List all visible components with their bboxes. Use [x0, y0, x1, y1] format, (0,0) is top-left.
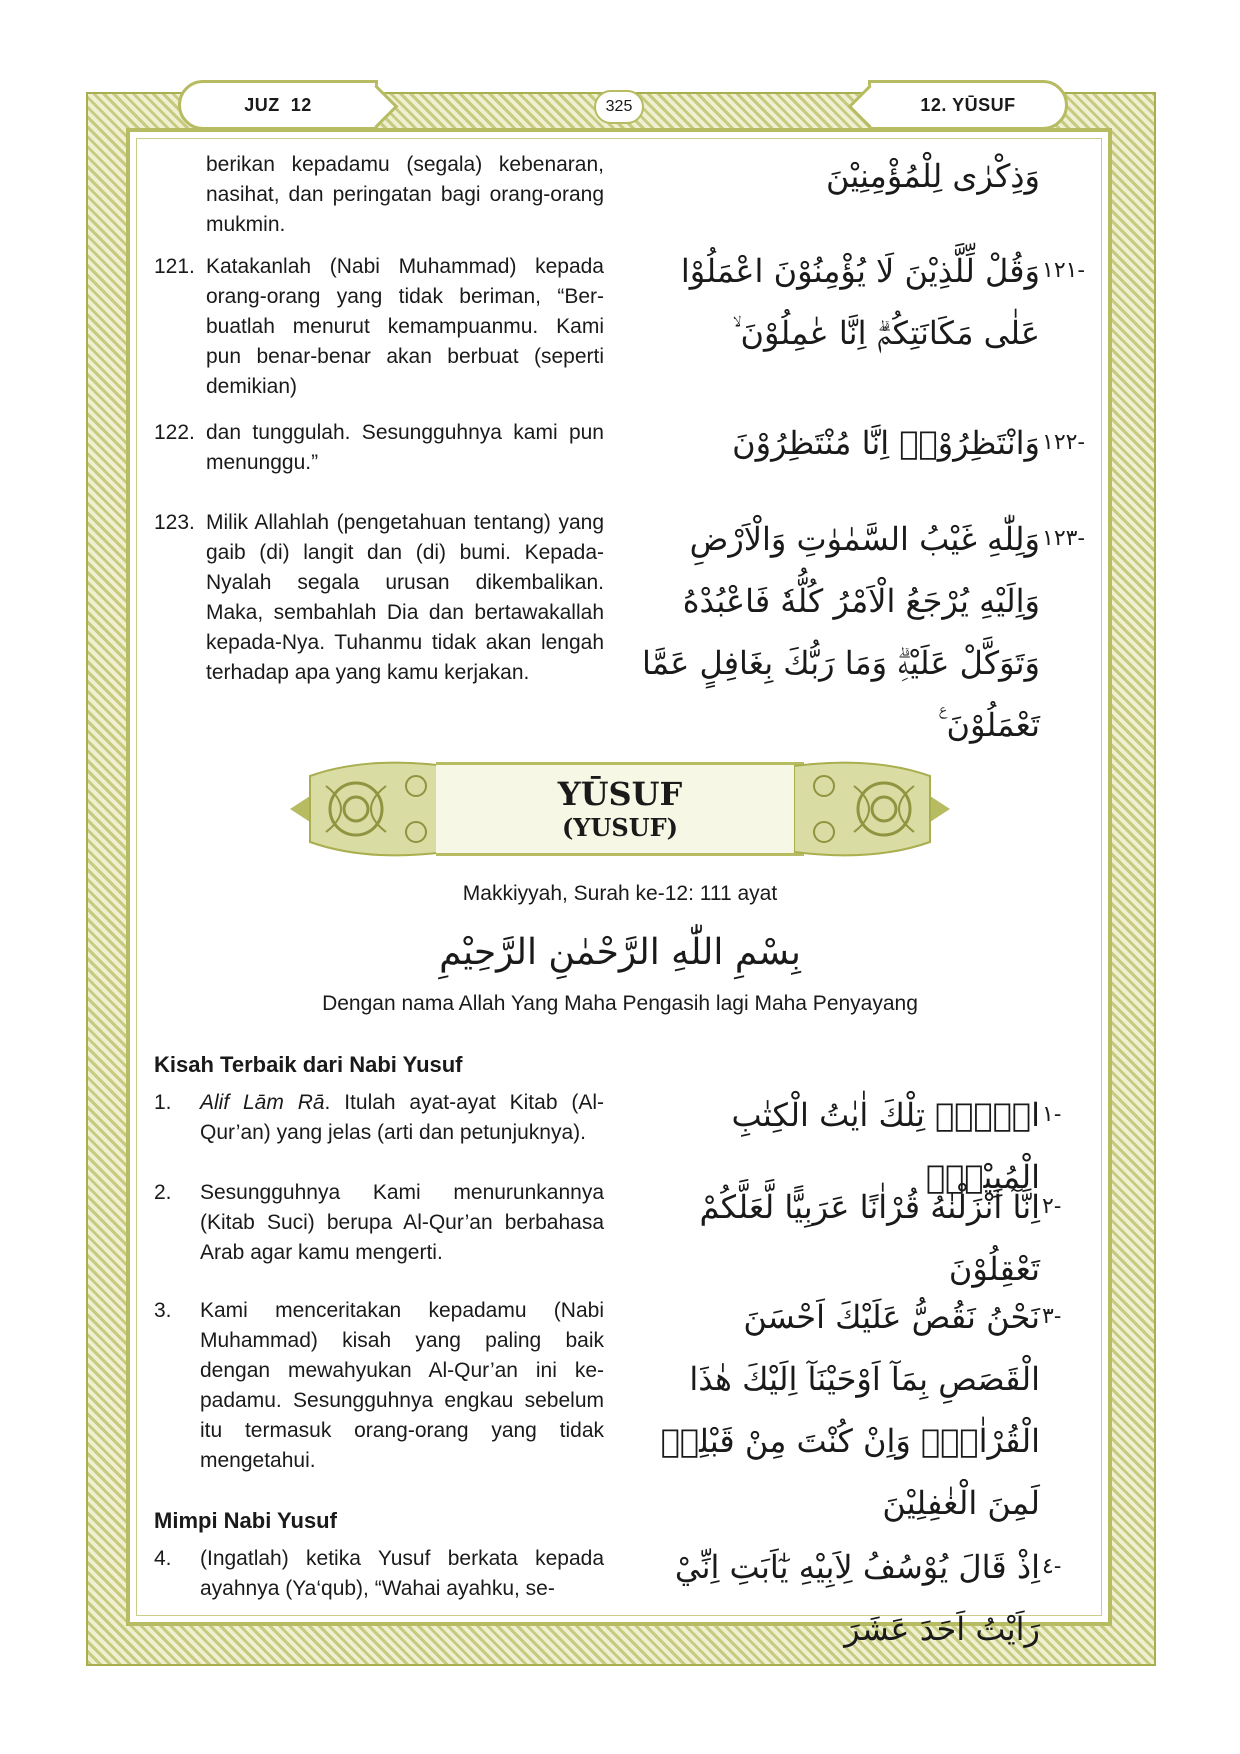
- arabic-verse-number: ١-: [1042, 1102, 1062, 1127]
- arabic-verse-number: ١٢٣-: [1042, 526, 1085, 551]
- banner-left-ornament: [286, 756, 446, 862]
- verse-arabic: اِذْ قَالَ يُوْسُفُ لِاَبِيْهِ يٰٓاَبَتِ اِنِّيْ رَاَيْتُ اَحَدَ عَشَرَ: [674, 1548, 1040, 1648]
- verse-number: 122.: [154, 421, 195, 444]
- continuation-translation: berikan kepadamu (segala) kebenaran, nasihat, dan peringatan bagi orang-orang mukmin.: [206, 153, 604, 236]
- verse-arabic: الۤرٰۗ تِلْكَ اٰيٰتُ الْكِتٰبِ الْمُبِيْنِۗ: [731, 1096, 1040, 1196]
- section-heading: Mimpi Nabi Yusuf: [154, 1508, 337, 1533]
- verse-number: 121.: [154, 255, 195, 278]
- surah-title: YŪSUF: [557, 775, 683, 813]
- verse-translation: Sesungguhnya Kami menurunkannya (Kitab Suci) berupa Al-Qur’an berbahasa Arab agar kamu mengerti.: [200, 1181, 604, 1264]
- verse-arabic: وَانْتَظِرُوْاۚ اِنَّا مُنْتَظِرُوْنَ: [732, 424, 1040, 462]
- continuation-arabic: وَذِكْرٰى لِلْمُؤْمِنِيْنَ: [826, 157, 1040, 195]
- verse-translation: dan tunggulah. Sesungguhnya kami pun menunggu.”: [206, 421, 604, 474]
- surah-label: 12. YŪSUF: [920, 94, 1016, 115]
- arabic-verse-number: ٢-: [1042, 1194, 1062, 1219]
- verse-number: 1.: [154, 1091, 172, 1114]
- juz-label-tab: [178, 80, 378, 130]
- banner-right-ornament: [794, 756, 954, 862]
- verse-arabic: اِنَّآ اَنْزَلْنٰهُ قُرْاٰنًا عَرَبِيًّا لَّعَلَّكُمْ تَعْقِلُوْنَ: [699, 1188, 1040, 1288]
- surah-info: Makkiyyah, Surah ke-12: 111 ayat: [462, 882, 778, 905]
- verse-arabic: نَحْنُ نَقُصُّ عَلَيْكَ اَحْسَنَ الْقَصَصِ بِمَآ اَوْحَيْنَآ اِلَيْكَ هٰذَا الْقُرْاٰنَۖ وَاِنْ كُنْتَ مِنْ قَبْلِهٖ لَمِنَ الْغٰفِلِيْنَ: [660, 1298, 1040, 1522]
- verse-number: 3.: [154, 1299, 172, 1322]
- verse-arabic: وَلِلّٰهِ غَيْبُ السَّمٰوٰتِ وَالْاَرْضِ وَاِلَيْهِ يُرْجَعُ الْاَمْرُ كُلُّهٗ فَاعْبُدْهُ وَتَوَكَّلْ عَلَيْهِۗ وَمَا رَبُّكَ بِغَافِلٍ عَمَّا تَعْمَلُوْنَ ࣖ: [641, 520, 1040, 744]
- verse-translation: Katakanlah (Nabi Muhammad) kepada orang-orang yang tidak beriman, “Ber-buatlah menurut kemampuanmu. Kami pun benar-benar akan berbuat (seperti demikian): [206, 255, 604, 398]
- juz-label: JUZ 12: [244, 94, 312, 115]
- verse-number: 123.: [154, 511, 195, 534]
- arabic-verse-number: ١٢٢-: [1042, 430, 1085, 455]
- section-heading: Kisah Terbaik dari Nabi Yusuf: [154, 1052, 463, 1077]
- page-number: 325: [594, 90, 644, 124]
- basmalah-arabic: بِسْمِ اللّٰهِ الرَّحْمٰنِ الرَّحِيْمِ: [439, 932, 801, 973]
- arabic-verse-number: ٤-: [1042, 1554, 1062, 1579]
- verse-number: 2.: [154, 1181, 172, 1204]
- verse-translation: [200, 1088, 604, 1148]
- arabic-verse-number: ١٢١-: [1042, 258, 1085, 283]
- banner-title-panel: [436, 762, 804, 856]
- muqattaat-letters: Alif Lām Rā: [200, 1091, 325, 1114]
- surah-banner: [286, 756, 954, 862]
- arabic-verse-number: ٣-: [1042, 1304, 1062, 1329]
- verse-translation: (Ingatlah) ketika Yusuf berkata kepada ayahnya (Ya‘qub), “Wahai ayahku, se-: [200, 1547, 604, 1600]
- verse-translation: Milik Allahlah (pengetahuan tentang) yang gaib (di) langit dan (di) bumi. Kepada-Nyalah segala urusan dikembalikan. Maka, sembahlah Dia dan bertawakallah kepada-Nya. Tuhanmu tidak akan lengah terhadap apa yang kamu kerjakan.: [206, 511, 604, 684]
- surah-label-tab: [868, 80, 1068, 130]
- verse-arabic: وَقُلْ لِّلَّذِيْنَ لَا يُؤْمِنُوْنَ اعْمَلُوْا عَلٰى مَكَانَتِكُمْۗ اِنَّا عٰمِلُوْنَ ۙ: [680, 252, 1040, 352]
- basmalah-translation: Dengan nama Allah Yang Maha Pengasih lagi Maha Penyayang: [322, 992, 918, 1015]
- surah-subtitle: (YUSUF): [561, 813, 679, 842]
- verse-translation-text: . Itulah ayat-ayat Kitab (Al-Qur’an) yang jelas (arti dan petunjuknya).: [200, 1091, 604, 1144]
- verse-translation: Kami menceritakan kepadamu (Nabi Muhammad) kisah yang paling baik dengan mewahyukan Al-Qur’an ini ke-padamu. Sesungguhnya engkau sebelum itu termasuk orang-orang yang tidak mengetahui.: [200, 1299, 604, 1472]
- verse-number: 4.: [154, 1547, 172, 1570]
